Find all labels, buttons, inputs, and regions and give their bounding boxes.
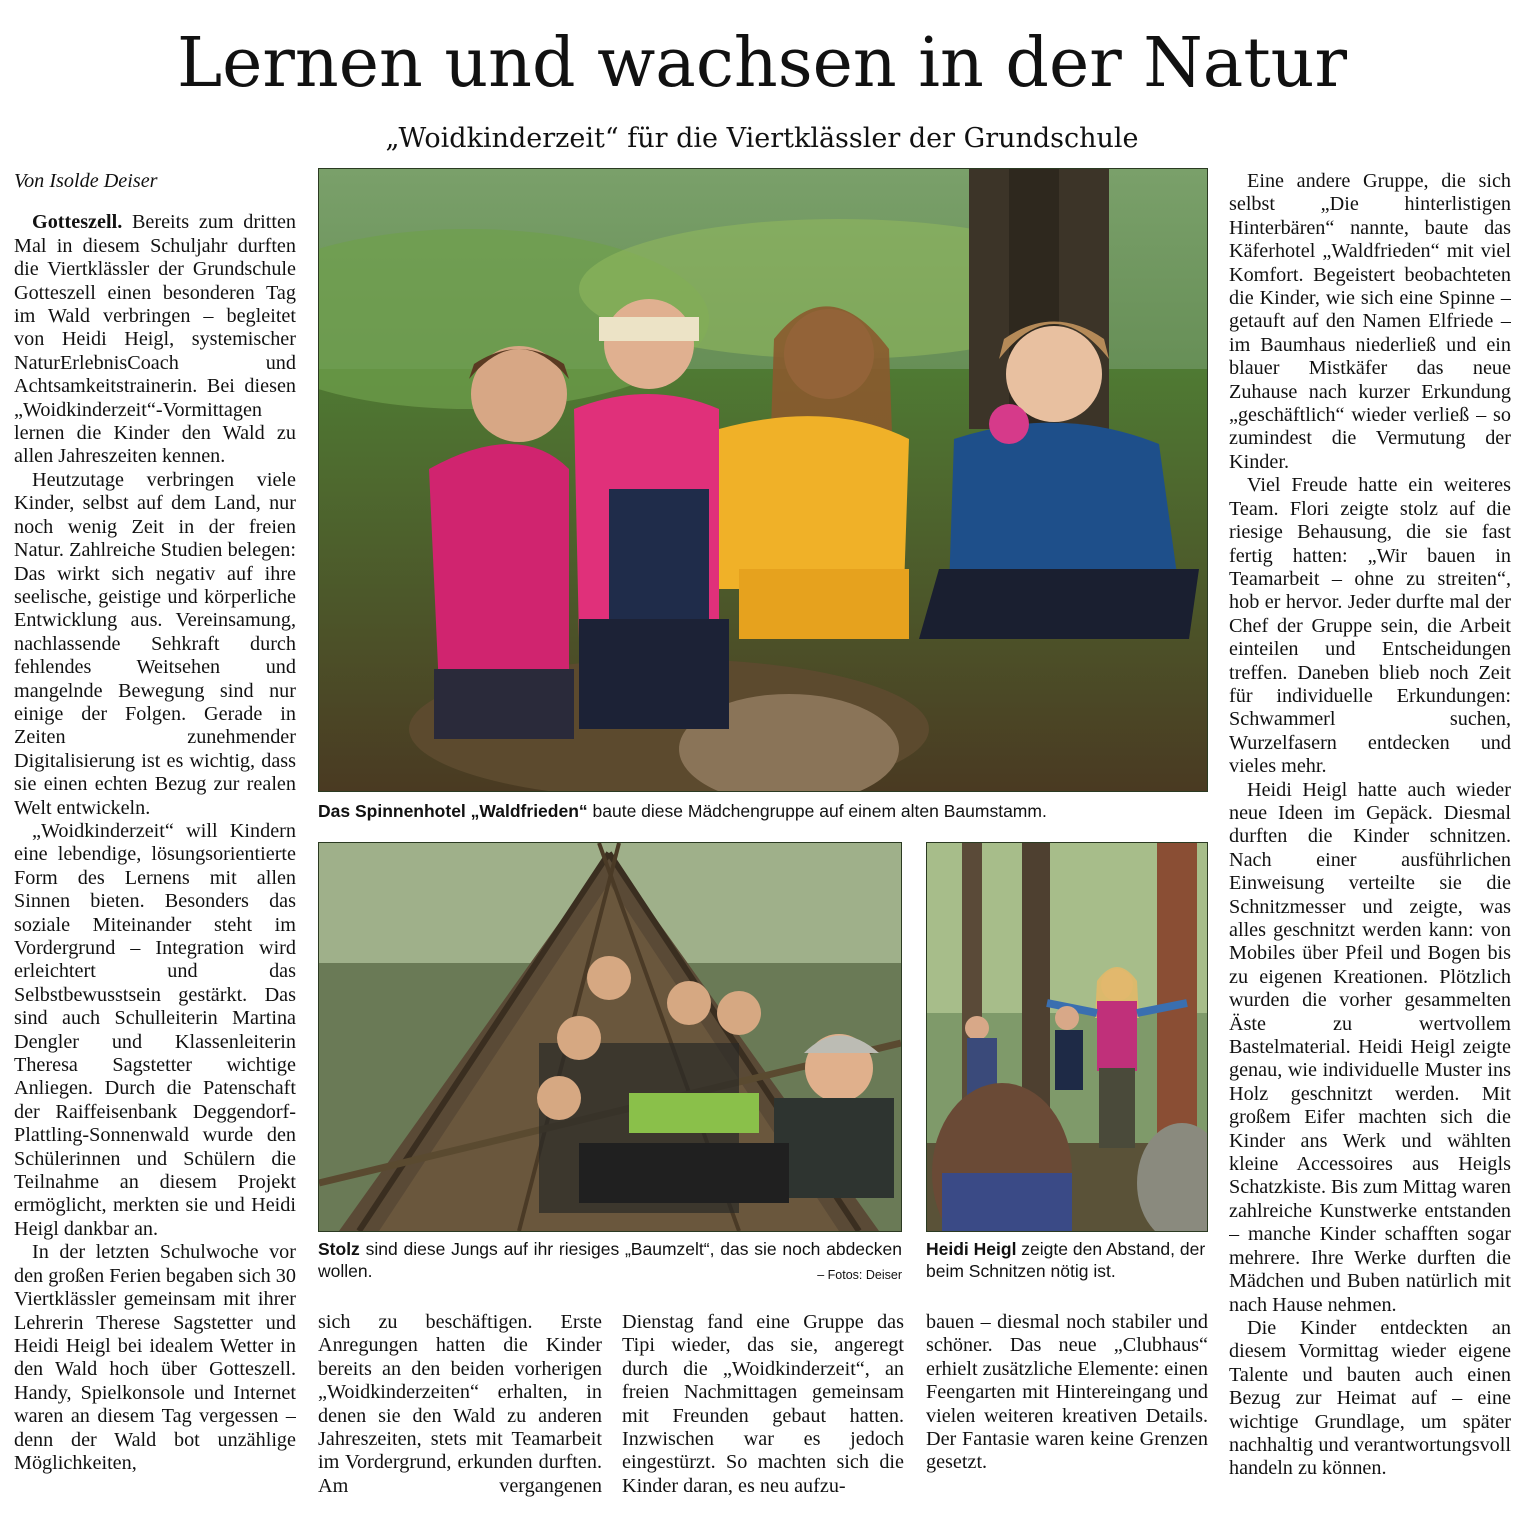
- column-2-text: sich zu beschäftigen. Erste Anregungen hatten die Kinder bereits an den beiden vorherigen „Woidkinderzeiten“ erhalten, in denen sie den Wald zu anderen Jahreszeiten, stets mit Teamarbeit im Vordergrund, erkunden durften. Am vergangenen: [318, 1311, 602, 1497]
- paragraph-3: „Woidkinderzeit“ will Kindern eine lebendige, lösungsorientierte Form des Lernens mit allen Sinnen bieten. Besonders das soziale Miteinander steht im Vordergrund – Integration wird erleichtert und das Selbstbewusstsein gestärkt. Das sind auch Schulleiterin Martina Dengler und Klassenleiterin Theresa Sagstetter wichtige Anliegen. Durch die Patenschaft der Raiffeisenbank Deggendorf-Plattling-Sonnenwald wurde den Schülerinnen und Schülern die Teilnahme an diesem Projekt ermöglicht, merkten sie und Heidi Heigl dankbar an.: [14, 819, 296, 1240]
- photo-boys-tipi: [318, 842, 902, 1232]
- photo-heidi-heigl: [926, 842, 1208, 1232]
- byline: Von Isolde Deiser: [14, 170, 158, 192]
- headline: Lernen und wachsen in der Natur: [177, 24, 1347, 103]
- article-column-2: [318, 1311, 602, 1511]
- caption-photo-heidi-bold: Heidi Heigl: [926, 1239, 1017, 1259]
- caption-photo-heidi-text: zeigte den Abstand, der beim Schnitzen nötig ist.: [926, 1239, 1206, 1281]
- caption-photo-heidi: [926, 1238, 1208, 1282]
- paragraph-1: [14, 211, 296, 468]
- article-column-1: [14, 170, 296, 1510]
- dateline: Gotteszell.: [32, 211, 123, 234]
- photo-boys-image: [319, 843, 901, 1231]
- caption-photo-girls-text: baute diese Mädchengruppe auf einem alten Baumstamm.: [587, 801, 1047, 821]
- paragraph-4: In der letzten Schulwoche vor den großen Ferien begaben sich 30 Viertklässler gemeinsam mit ihrer Lehrerin Therese Sagstetter und Heidi Heigl bei idealem Wetter in den Wald hoch über Gotteszell. Handy, Spielkonsole und Internet waren an diesem Tag vergessen – denn der Wald bot unzählige Möglichkeiten,: [14, 1241, 296, 1474]
- article-column-5: [1229, 170, 1511, 1510]
- caption-photo-girls-bold: Das Spinnenhotel „Waldfrieden“: [318, 801, 588, 821]
- caption-photo-girls: [318, 800, 1206, 822]
- paragraph-1-text: Bereits zum dritten Mal in diesem Schuljahr durften die Viertklässler der Grundschule Gotteszell einen besonderen Tag im Wald verbringen – begleitet von Heidi Heigl, systemischer NaturErlebnisCoach und Achtsamkeitstrainerin. Bei diesen „Woidkinderzeit“-Vormittagen lernen die Kinder den Wald zu allen Jahreszeiten kennen.: [14, 211, 296, 468]
- caption-photo-boys-text: sind diese Jungs auf ihr riesiges „Baumzelt“, das sie noch abdecken wollen.: [318, 1239, 902, 1281]
- photo-credit: – Fotos: Deiser: [817, 1268, 902, 1282]
- caption-photo-boys-bold: Stolz: [318, 1239, 360, 1259]
- col5-paragraph-2: Viel Freude hatte ein weiteres Team. Flori zeigte stolz auf die riesige Behausung, die sie fast fertig hatten: „Wir bauen in Teamarbeit – ohne zu streiten“, hob er hervor. Jeder durfte mal der Chef der Gruppe sein, die Arbeit einteilen und Entscheidungen treffen. Daneben blieb noch Zeit für individuelle Erkundungen: Schwammerl suchen, Wurzelfasern entdecken und vieles mehr.: [1229, 474, 1511, 778]
- photo-girls-image: [319, 169, 1207, 791]
- col5-paragraph-1: Eine andere Gruppe, die sich selbst „Die hinterlistigen Hinterbären“ nannte, baute das Käferhotel „Waldfrieden“ mit viel Komfort. Begeistert beobachteten die Kinder, wie sich eine Spinne – getauft auf den Namen Elfriede – im Baumhaus niederließ und ein blauer Mistkäfer das neue Zuhause nach kurzer Erkundung „geschäftlich“ wieder verließ – so zumindest die Vermutung der Kinder.: [1229, 170, 1511, 473]
- paragraph-2: Heutzutage verbringen viele Kinder, selbst auf dem Land, nur noch wenig Zeit in der freien Natur. Zahlreiche Studien belegen: Das wirkt sich negativ auf ihre seelische, geistige und körperliche Entwicklung aus. Vereinsamung, nachlassende Sehkraft durch fehlendes Weitsehen und mangelnde Bewegung sind nur einige der Folgen. Gerade in Zeiten zunehmender Digitalisierung ist es wichtig, dass sie einen echten Bezug zur realen Welt entwickeln.: [14, 468, 296, 819]
- photo-heidi-image: [927, 843, 1207, 1231]
- photo-girls-spider-hotel: [318, 168, 1208, 792]
- article-column-4: [926, 1311, 1208, 1511]
- column-3-text: Dienstag fand eine Gruppe das Tipi wieder, das sie, angeregt durch die „Woidkinderzeit“, an freien Nachmittagen gemeinsam mit Freunden gebaut hatten. Inzwischen war es jedoch eingestürzt. So machten sich die Kinder daran, es neu aufzu-: [622, 1311, 904, 1497]
- column-4-text: bauen – diesmal noch stabiler und schöner. Das neue „Clubhaus“ erhielt zusätzliche Elemente: einen Feengarten mit Hintereingang und vielen weiteren kreativen Details. Der Fantasie waren keine Grenzen gesetzt.: [926, 1311, 1208, 1474]
- subheadline: „Woidkinderzeit“ für die Viertklässler der Grundschule: [385, 123, 1139, 154]
- col5-paragraph-3: Heidi Heigl hatte auch wieder neue Ideen im Gepäck. Diesmal durften die Kinder schnitzen. Nach einer ausführlichen Einweisung verteilte sie die Schnitzmesser und zeigte, was alles geschnitzt werden kann: von Mobiles über Pfeil und Bogen bis zu eigenen Kreationen. Plötzlich wurden die vorher gesammelten Äste zu wertvollem Bastelmaterial. Heidi Heigl zeigte genau, wie individuelle Muster ins Holz geschnitzt werden. Mit großem Eifer machten sich die Kinder ans Werk und wählten kleine Accessoires aus Heigls Schatzkiste. Bis zum Mittag waren zahlreiche Kunstwerke entstanden – manche Kinder schafften sogar mehrere. Ihre Werke durften die Mädchen und Buben natürlich mit nach Hause nehmen.: [1229, 778, 1511, 1316]
- col5-paragraph-4: Die Kinder entdeckten an diesem Vormittag wieder eigene Talente und bauten auch einen Bezug zur Heimat auf – eine wichtige Grundlage, um später nachhaltig und verantwortungsvoll handeln zu können.: [1229, 1316, 1511, 1480]
- article-column-3: [622, 1311, 904, 1511]
